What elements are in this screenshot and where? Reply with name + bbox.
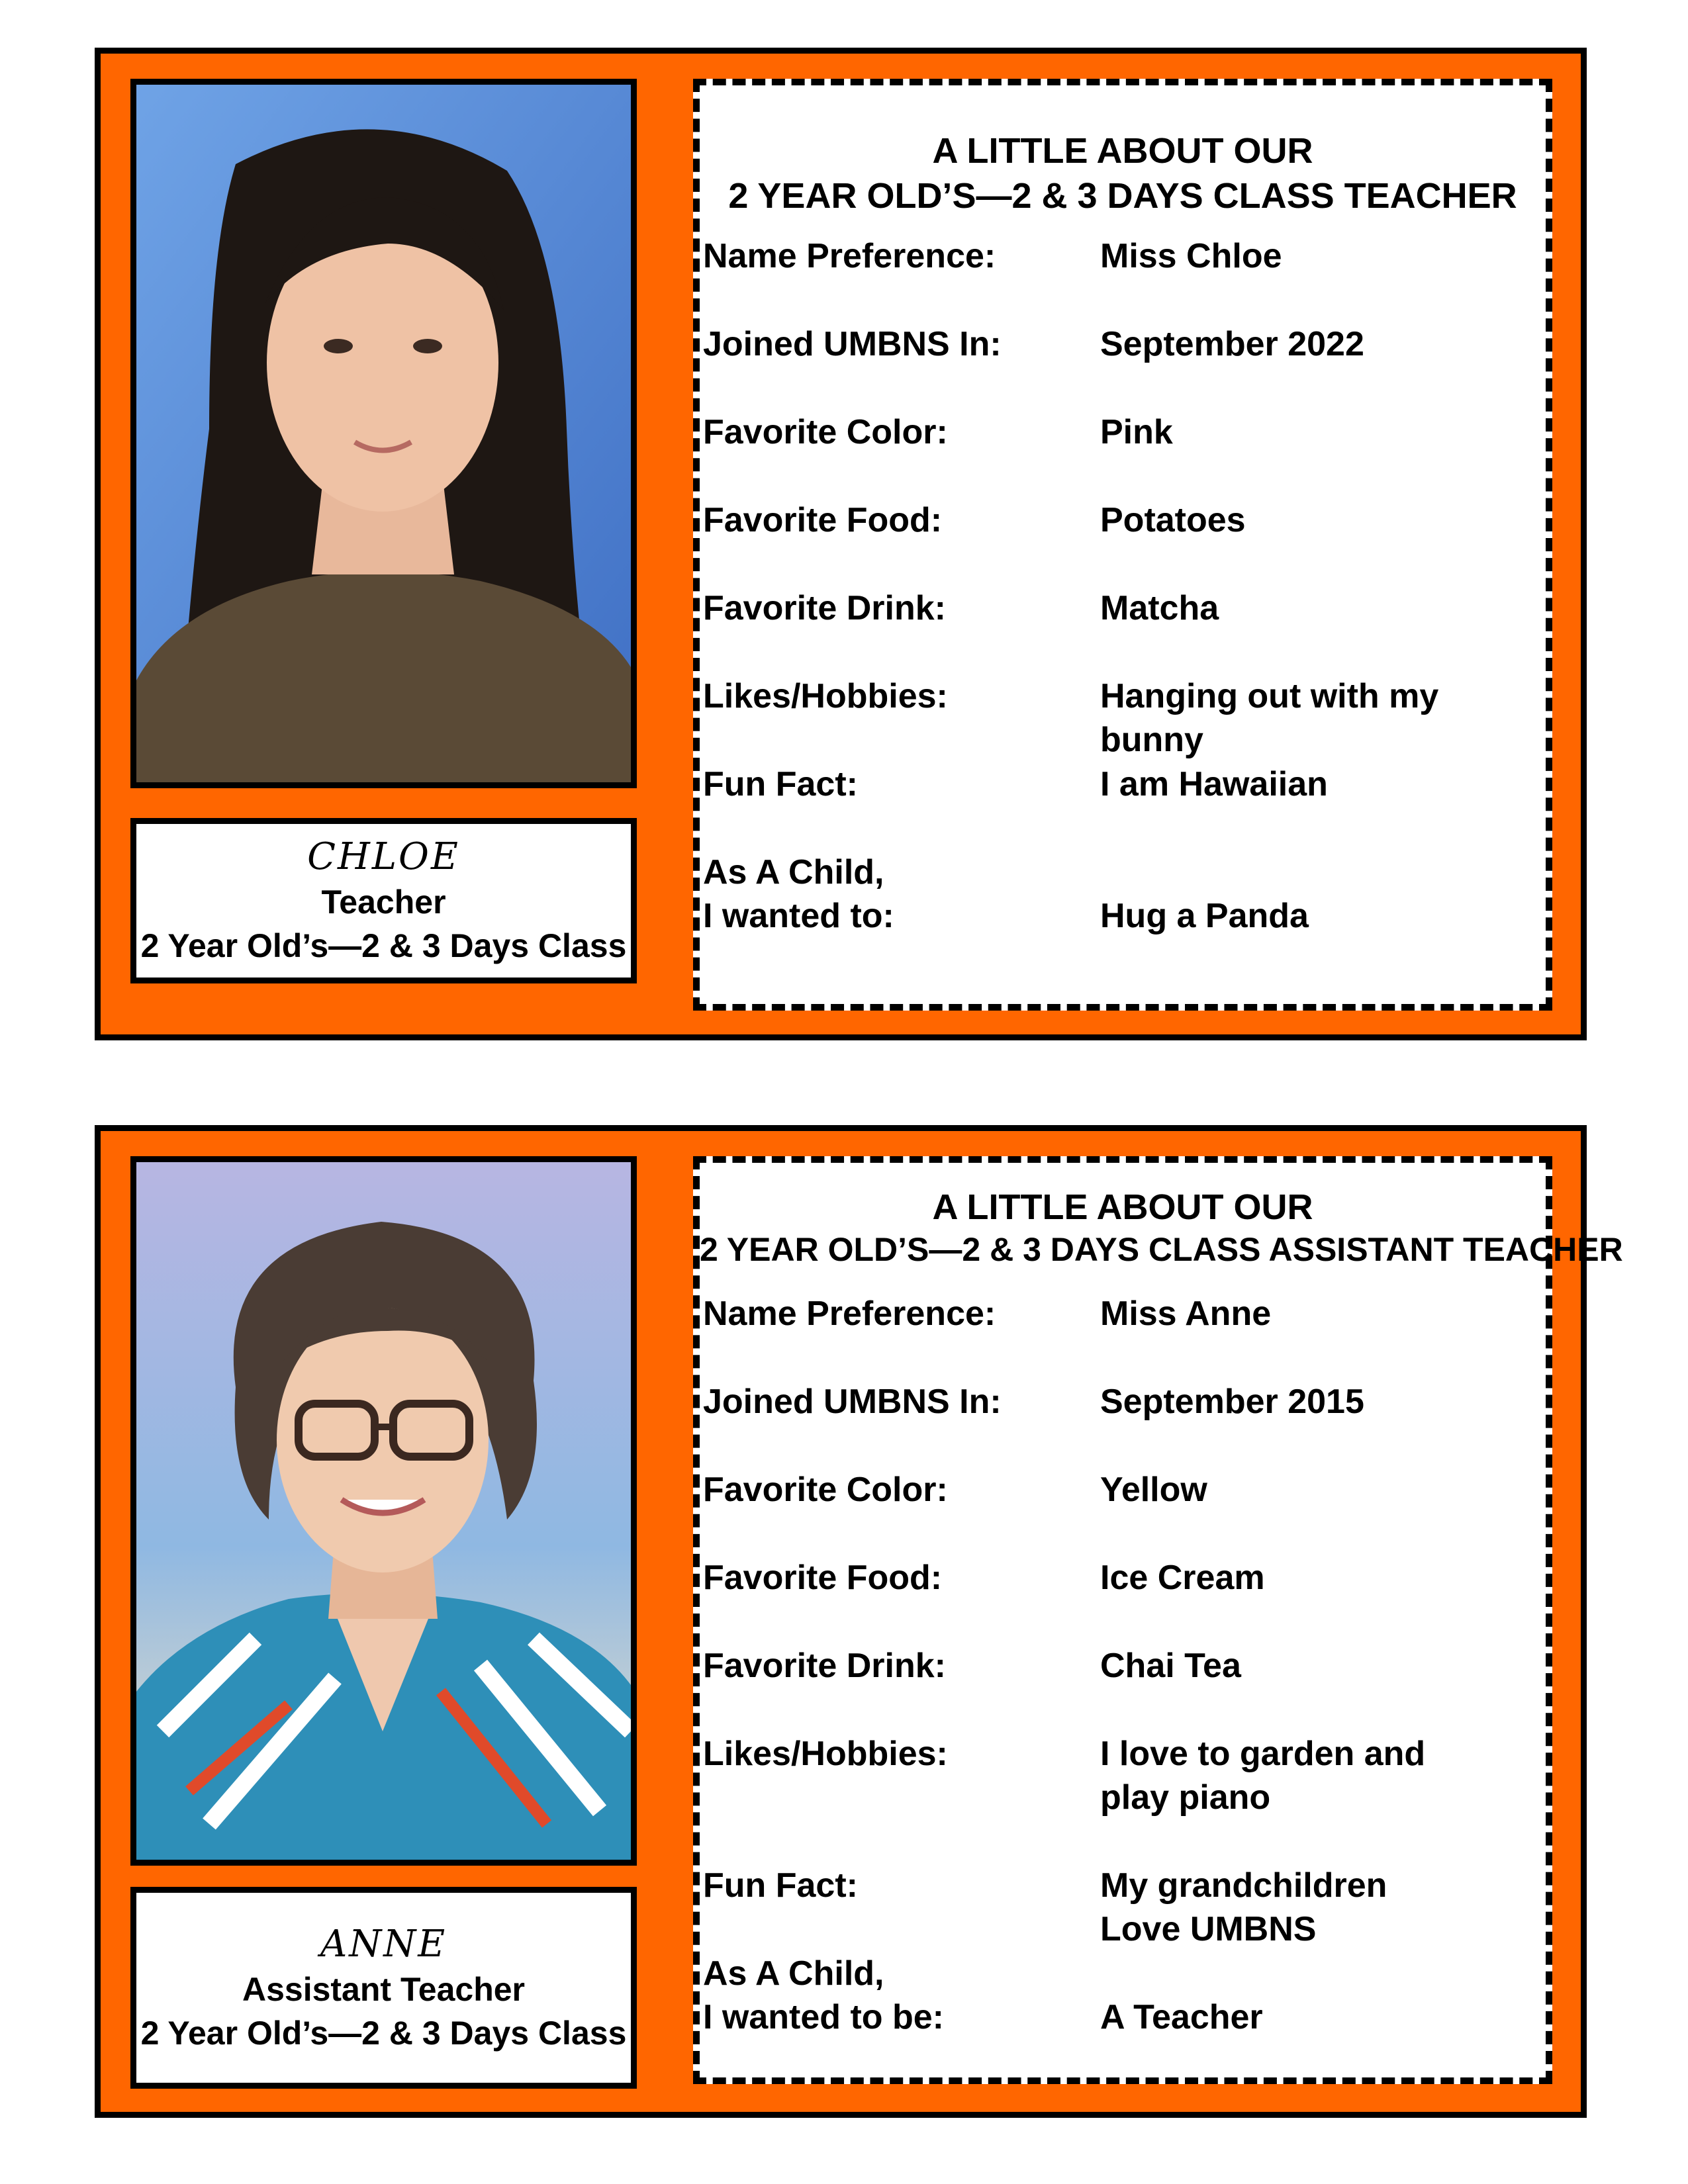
row-value <box>1100 1864 1530 1951</box>
teacher-name: CHLOE <box>307 835 460 878</box>
assistant-info-panel <box>693 1156 1623 2084</box>
row-label <box>703 850 1087 938</box>
teacher-photo <box>130 79 637 788</box>
row-value: Miss Anne <box>1100 1295 1272 1333</box>
row-label: Fun Fact: <box>703 765 858 803</box>
row-label: Name Preference: <box>703 237 996 275</box>
row-label: Favorite Food: <box>703 1559 943 1597</box>
teacher-card-anne <box>95 1125 1623 2118</box>
row-value: Chai Tea <box>1100 1647 1241 1685</box>
teacher-role: Teacher <box>321 884 446 921</box>
row-value: Matcha <box>1100 589 1219 627</box>
row-value: A Teacher <box>1100 1998 1263 2036</box>
row-value <box>1100 1732 1530 1819</box>
heading-line-1: A LITTLE ABOUT OUR <box>932 1187 1313 1227</box>
row-label <box>703 1952 1087 2039</box>
row-value-line-2: Love UMBNS <box>1100 1910 1317 1948</box>
heading-line-2: 2 YEAR OLD’S—2 & 3 DAYS CLASS ASSISTANT TEACHER <box>700 1231 1623 1268</box>
row-label: Fun Fact: <box>703 1866 858 1905</box>
row-value: Potatoes <box>1100 501 1246 539</box>
row-value: Hug a Panda <box>1100 897 1309 935</box>
assistant-role: Assistant Teacher <box>242 1970 526 2008</box>
row-value: Hanging out with my bunny <box>1100 677 1439 759</box>
teacher-info-panel <box>693 79 1552 1011</box>
row-label: Favorite Color: <box>703 1471 948 1509</box>
row-value-line-2: play piano <box>1100 1778 1271 1817</box>
row-label: Favorite Food: <box>703 501 943 539</box>
row-label: Joined UMBNS In: <box>703 325 1002 363</box>
row-label-line-1: As A Child, <box>703 853 884 891</box>
row-label: Favorite Color: <box>703 413 948 451</box>
teacher-card-chloe <box>95 48 1587 1040</box>
row-label: Joined UMBNS In: <box>703 1383 1002 1421</box>
teacher-class: 2 Year Old’s—2 & 3 Days Class <box>140 927 627 964</box>
row-value-line-1: I love to garden and <box>1100 1735 1426 1773</box>
row-label: Favorite Drink: <box>703 589 946 627</box>
assistant-name: ANNE <box>320 1922 447 1966</box>
row-value: September 2015 <box>1100 1383 1364 1421</box>
heading-line-1: A LITTLE ABOUT OUR <box>932 131 1313 171</box>
row-value-line-1: My grandchildren <box>1100 1866 1387 1905</box>
teacher-name-plate <box>130 818 637 983</box>
row-label: Name Preference: <box>703 1295 996 1333</box>
assistant-class: 2 Year Old’s—2 & 3 Days Class <box>140 2014 627 2052</box>
row-label-line-1: As A Child, <box>703 1954 884 1993</box>
row-value: Yellow <box>1100 1471 1207 1509</box>
row-label: Likes/Hobbies: <box>703 677 948 715</box>
row-value: September 2022 <box>1100 325 1364 363</box>
row-label-line-2: I wanted to be: <box>703 1998 944 2036</box>
row-label-line-2: I wanted to: <box>703 897 894 935</box>
row-label: Favorite Drink: <box>703 1647 946 1685</box>
row-value: Miss Chloe <box>1100 237 1282 275</box>
row-value: I am Hawaiian <box>1100 765 1328 803</box>
row-label: Likes/Hobbies: <box>703 1735 948 1773</box>
row-value: Pink <box>1100 413 1173 451</box>
assistant-teacher-photo <box>130 1156 637 1866</box>
assistant-name-plate <box>130 1887 637 2089</box>
info-heading <box>700 128 1546 218</box>
row-value: Ice Cream <box>1100 1559 1265 1597</box>
heading-line-2: 2 YEAR OLD’S—2 & 3 DAYS CLASS TEACHER <box>728 176 1517 216</box>
info-heading <box>700 1186 1623 1271</box>
